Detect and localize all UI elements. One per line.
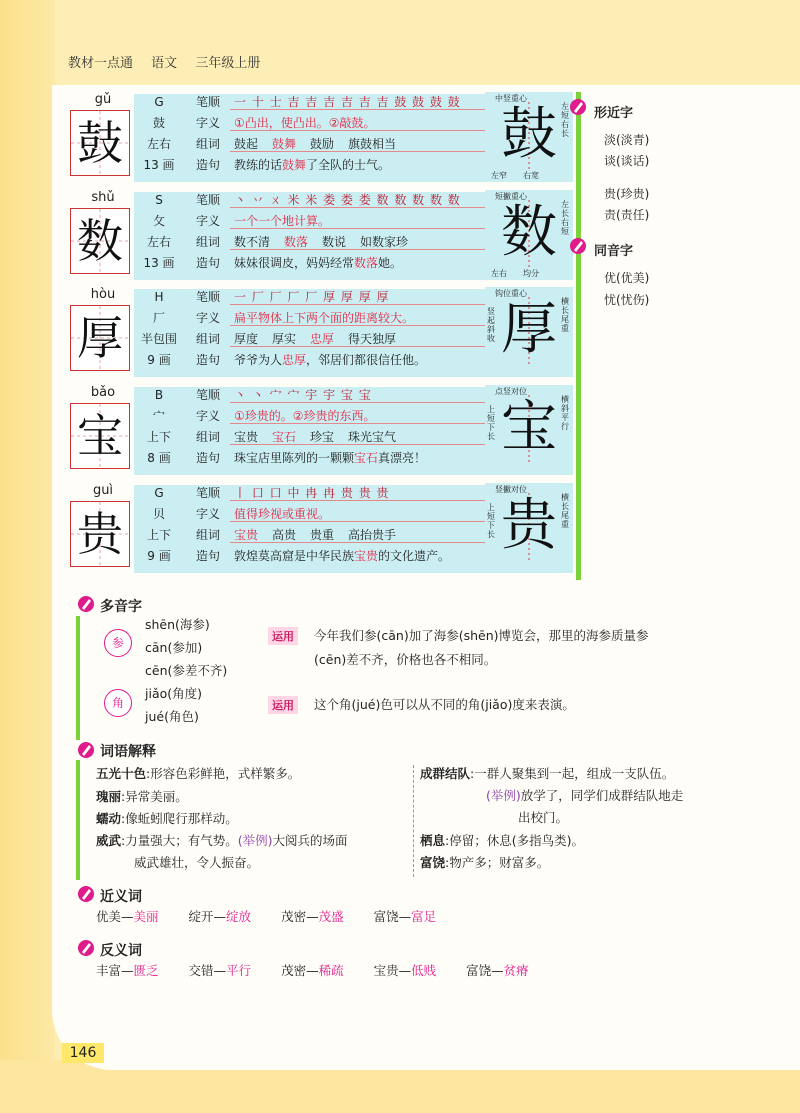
- page-margin-left: [0, 0, 55, 1113]
- model-char-panel: [485, 190, 573, 280]
- usage-text: 这个角(jué)色可以从不同的角(jiǎo)度来表演。: [314, 697, 575, 712]
- usage-text: 今年我们参(cān)加了海参(shēn)博览会，那里的海参质量参: [314, 628, 649, 643]
- row-zuci: [134, 134, 539, 154]
- reading: shēn(海参): [145, 617, 210, 632]
- section-line: [76, 760, 80, 880]
- char-box: [70, 305, 130, 371]
- word-b: 稀疏: [318, 963, 344, 978]
- label: 字义: [195, 311, 220, 325]
- tongyin-item: 优(优美): [604, 271, 650, 285]
- label: 组词: [195, 235, 220, 249]
- model-tag: 中竖重心: [495, 94, 527, 103]
- polyphone-char: 角: [104, 689, 132, 717]
- sentence-highlight: 数落: [354, 256, 379, 270]
- sentence-highlight: 鼓舞: [282, 158, 307, 172]
- ciyu-entry: 栖息:停留；休息(多指鸟类)。: [420, 833, 584, 848]
- word: 鼓励: [310, 137, 335, 151]
- model-char-panel: [485, 483, 573, 573]
- tongyin-title: 同音字: [594, 244, 634, 259]
- word: 厚实: [272, 332, 297, 346]
- sentence-text: ，邻居们都很信任他。: [306, 353, 427, 367]
- word-a: 茂密: [281, 963, 307, 978]
- big-char: 宝: [77, 409, 123, 463]
- term: 富饶: [420, 855, 446, 870]
- ciyu-entry: 蠕动:像蚯蚓爬行那样动。: [96, 811, 238, 826]
- row-ziyi: [134, 211, 539, 231]
- word-pair: 宝贵—低贱: [373, 963, 437, 978]
- term: 威武: [96, 833, 122, 848]
- word-b: 美丽: [133, 909, 159, 924]
- term: 五光十色: [96, 766, 147, 781]
- initial: H: [154, 290, 164, 304]
- model-tag: 上短下长: [487, 405, 495, 441]
- pinyin: hòu: [90, 287, 116, 302]
- pinyin: guì: [92, 483, 114, 498]
- jinyi-title: 近义词: [100, 889, 142, 905]
- header-grade: 三年级上册: [195, 56, 261, 71]
- usage-badge: 运用: [268, 696, 298, 714]
- fanyi-title: 反义词: [100, 943, 142, 959]
- model-char: 厚: [501, 297, 557, 362]
- word: 宝石: [272, 430, 297, 444]
- word-a: 丰富: [96, 963, 122, 978]
- page-header: [68, 52, 274, 71]
- header-book: 教材一点通: [68, 56, 134, 71]
- definition: 停留；休息(多指鸟类)。: [449, 833, 584, 848]
- stroke-sequence: 一 厂 厂 厂 厂 厚 厚 厚 厚: [234, 290, 390, 304]
- word-a: 宝贵: [373, 963, 399, 978]
- word-b: 绽放: [226, 909, 252, 924]
- word-pair: 茂密—茂盛: [281, 909, 344, 924]
- reading: jiǎo(角度): [145, 686, 203, 701]
- word: 贵重: [310, 528, 335, 542]
- xingjin-item: 谈(谈话): [604, 154, 650, 168]
- word: 高贵: [272, 528, 297, 542]
- example: 大阅兵的场面: [272, 833, 348, 848]
- label: 笔顺: [195, 95, 220, 109]
- model-tag: 横长尾重: [561, 297, 569, 333]
- radical: 厂: [152, 311, 165, 325]
- row-bishun: [134, 483, 539, 503]
- sentence-highlight: 宝贵: [354, 549, 379, 563]
- row-bishun: [134, 385, 539, 405]
- row-zuci: [134, 427, 539, 447]
- polyphone-char: 参: [104, 629, 132, 657]
- model-char: 宝: [501, 395, 557, 460]
- model-tag: 左长右短: [561, 200, 569, 236]
- structure: 左右: [146, 137, 171, 151]
- word-b: 匮乏: [133, 963, 159, 978]
- xingjin-item: 责(责任): [604, 208, 650, 222]
- model-tag: 上短下长: [487, 503, 495, 539]
- fanyi-row: [96, 961, 559, 979]
- char-card: [70, 92, 585, 186]
- page-number: 146: [62, 1043, 104, 1063]
- row-bishun: [134, 287, 539, 307]
- example-cont: 威武雄壮，令人振奋。: [134, 855, 260, 870]
- model-tag: 横长尾重: [561, 493, 569, 529]
- ciyu-example: [486, 786, 683, 804]
- model-tag: 竖撇对位: [495, 485, 527, 494]
- pencil-icon: [76, 740, 96, 760]
- char-card: [70, 190, 585, 284]
- model-char: 贵: [501, 493, 557, 558]
- example-label: (举例): [486, 788, 521, 803]
- ciyu-title: 词语解释: [100, 744, 156, 760]
- stroke-sequence: 一 十 士 吉 吉 吉 吉 吉 吉 鼓 鼓 鼓 鼓: [234, 95, 461, 109]
- structure: 上下: [146, 430, 171, 444]
- word-a: 交错: [188, 963, 214, 978]
- word-pair: 富饶—富足: [373, 909, 437, 924]
- row-ziyi: [134, 504, 539, 524]
- big-char: 鼓: [77, 116, 123, 170]
- label: 字义: [195, 116, 220, 130]
- pencil-icon: [76, 938, 96, 958]
- pinyin: gǔ: [94, 92, 112, 107]
- word: 厚度: [234, 332, 259, 346]
- row-zuci: [134, 232, 539, 252]
- stroke-sequence: 丨 口 口 中 冉 冉 贵 贵 贵: [234, 486, 390, 500]
- ciyu-entry: 威武:力量强大；有气势。(举例)大阅兵的场面: [96, 833, 348, 848]
- meaning: 扁平物体上下两个面的距离较大。: [234, 311, 415, 325]
- meaning: ①凸出，使凸出。②敲鼓。: [234, 116, 376, 130]
- word-a: 富饶: [466, 963, 492, 978]
- radical: 鼓: [152, 116, 165, 130]
- radical: 宀: [152, 409, 165, 423]
- row-ziyi: [134, 406, 539, 426]
- model-tag: 横斜平行: [561, 395, 569, 431]
- label: 组词: [195, 332, 220, 346]
- term: 蠕动: [96, 811, 122, 826]
- pinyin: bǎo: [90, 385, 116, 400]
- label: 笔顺: [195, 193, 220, 207]
- word: 忠厚: [310, 332, 335, 346]
- model-tag: 左窄: [491, 171, 507, 180]
- label: 字义: [195, 214, 220, 228]
- label: 造句: [195, 256, 220, 270]
- big-char: 数: [77, 214, 123, 268]
- sentence-text: 爷爷为人: [234, 353, 283, 367]
- model-tag: 点竖对位: [495, 387, 527, 396]
- row-zaoju: [134, 155, 539, 175]
- duoyin-title: 多音字: [100, 599, 142, 615]
- xingjin-item: 贵(珍贵): [604, 187, 650, 201]
- word: 鼓起: [234, 137, 259, 151]
- pencil-icon: [76, 884, 96, 904]
- stroke-count: 8 画: [147, 451, 171, 465]
- model-tag: 左右: [491, 269, 507, 278]
- label: 组词: [195, 528, 220, 542]
- word: 宝贵: [234, 528, 259, 542]
- example-label: (举例): [237, 833, 273, 848]
- sentence-text: 妹妹很调皮，妈妈经常: [234, 256, 355, 270]
- stroke-count: 9 画: [147, 549, 171, 563]
- model-tag: 钩位重心: [495, 289, 527, 298]
- word: 鼓舞: [272, 137, 297, 151]
- row-zuci: [134, 525, 539, 545]
- word: 旗鼓相当: [348, 137, 397, 151]
- definition: 一群人聚集到一起，组成一支队伍。: [474, 766, 675, 781]
- pencil-icon: [568, 236, 588, 256]
- model-tag: 短撇重心: [495, 192, 527, 201]
- usage-badge: 运用: [268, 627, 298, 645]
- label: 造句: [195, 451, 220, 465]
- ciyu-entry: 瑰丽:异常美丽。: [96, 789, 188, 804]
- radical: 攵: [152, 214, 165, 228]
- pinyin: shǔ: [91, 190, 115, 205]
- row-ziyi: [134, 308, 539, 328]
- stroke-sequence: 丶 丷 ㄨ 米 米 娄 娄 娄 数 数 数 数 数: [234, 193, 461, 207]
- sentence-text: 教练的话: [234, 158, 283, 172]
- model-tag: 右宽: [523, 171, 539, 180]
- xingjin-item: 淡(淡青): [604, 133, 650, 147]
- initial: G: [154, 486, 164, 500]
- word-pair: 交错—平行: [188, 963, 252, 978]
- sentence-highlight: 宝石: [354, 451, 379, 465]
- word-a: 富饶: [373, 909, 399, 924]
- label: 组词: [195, 137, 220, 151]
- radical: 贝: [152, 507, 165, 521]
- char-box: [70, 208, 130, 274]
- row-zaoju: [134, 350, 539, 370]
- label: 笔顺: [195, 486, 220, 500]
- word-b: 平行: [226, 963, 252, 978]
- row-ziyi: [134, 113, 539, 133]
- reading: jué(角色): [145, 709, 199, 724]
- sentence-text: 的文化遗产。: [378, 549, 451, 563]
- model-tag: 竖起斜收: [487, 307, 495, 343]
- divider-green: [576, 92, 581, 580]
- sentence-text: 了全队的士气。: [306, 158, 391, 172]
- term: 成群结队: [420, 766, 471, 781]
- example: 放学了，同学们成群结队地走: [520, 788, 684, 803]
- row-bishun: [134, 190, 539, 210]
- tongyin-item: 忧(忧伤): [604, 293, 650, 307]
- word: 珠光宝气: [348, 430, 397, 444]
- stroke-count: 9 画: [147, 353, 171, 367]
- word: 数落: [284, 235, 309, 249]
- word-pair: 富饶—贫瘠: [466, 963, 529, 978]
- stroke-sequence: 丶 丶 宀 宀 宇 宇 宝 宝: [234, 388, 372, 402]
- definition: 形容色彩鲜艳，式样繁多。: [150, 766, 301, 781]
- word: 高抬贵手: [348, 528, 397, 542]
- structure: 左右: [146, 235, 171, 249]
- char-card: [70, 483, 585, 577]
- word-b: 贫瘠: [503, 963, 529, 978]
- row-zaoju: [134, 448, 539, 468]
- row-zaoju: [134, 546, 539, 566]
- initial: G: [154, 95, 164, 109]
- initial: B: [154, 388, 164, 402]
- model-tag: 左短右长: [561, 102, 569, 138]
- model-char: 数: [501, 200, 557, 265]
- sentence-text: 她。: [378, 256, 403, 270]
- section-line: [76, 616, 80, 740]
- reading: cān(参加): [145, 640, 203, 655]
- char-box: [70, 403, 130, 469]
- label: 笔顺: [195, 388, 220, 402]
- meaning: 值得珍视或重视。: [234, 507, 331, 521]
- label: 造句: [195, 353, 220, 367]
- xingjin-title: 形近字: [594, 106, 634, 121]
- sentence-text: 敦煌莫高窟是中华民族: [234, 549, 355, 563]
- model-char-panel: [485, 287, 573, 377]
- column-divider: [413, 765, 414, 877]
- word-pair: 绽开—绽放: [188, 909, 252, 924]
- reading: cēn(参差不齐): [145, 663, 228, 678]
- char-box: [70, 501, 130, 567]
- label: 笔顺: [195, 290, 220, 304]
- definition: 力量强大；有气势。: [125, 833, 238, 848]
- pencil-icon: [76, 594, 96, 614]
- ciyu-entry: 富饶:物产多；财富多。: [420, 855, 550, 870]
- term: 瑰丽: [96, 789, 122, 804]
- word-pair: 优美—美丽: [96, 909, 159, 924]
- model-char-panel: [485, 92, 573, 182]
- label: 造句: [195, 549, 220, 563]
- ciyu-entry: 成群结队:一群人聚集到一起，组成一支队伍。: [420, 766, 675, 781]
- char-box: [70, 110, 130, 176]
- sentence-text: 真漂亮！: [378, 451, 427, 465]
- word-a: 绽开: [188, 909, 214, 924]
- row-zuci: [134, 329, 539, 349]
- label: 字义: [195, 409, 220, 423]
- stroke-count: 13 画: [143, 256, 175, 270]
- word: 珍宝: [310, 430, 335, 444]
- example-cont: 出校门。: [518, 810, 569, 825]
- word-pair: 茂密—稀疏: [281, 963, 344, 978]
- jinyi-row: [96, 907, 466, 925]
- word-a: 优美: [96, 909, 122, 924]
- word: 数不清: [234, 235, 271, 249]
- usage-text: (cēn)差不齐，价格也各不相同。: [314, 652, 497, 667]
- row-bishun: [134, 92, 539, 112]
- structure: 上下: [146, 528, 171, 542]
- definition: 物产多；财富多。: [449, 855, 550, 870]
- meaning: ①珍贵的。②珍贵的东西。: [234, 409, 376, 423]
- big-char: 贵: [77, 507, 123, 561]
- sentence-text: 珠宝店里陈列的一颗颗: [234, 451, 355, 465]
- header-subject: 语文: [151, 56, 178, 71]
- word-b: 茂盛: [318, 909, 344, 924]
- word: 如数家珍: [360, 235, 409, 249]
- structure: 半包围: [140, 332, 177, 346]
- char-card: [70, 385, 585, 479]
- definition: 像蚯蚓爬行那样动。: [125, 811, 238, 826]
- word: 宝贵: [234, 430, 259, 444]
- word-a: 茂密: [281, 909, 307, 924]
- stroke-count: 13 画: [143, 158, 175, 172]
- word-pair: 丰富—匮乏: [96, 963, 159, 978]
- label: 组词: [195, 430, 220, 444]
- term: 栖息: [420, 833, 446, 848]
- char-card: [70, 287, 585, 381]
- row-zaoju: [134, 253, 539, 273]
- label: 造句: [195, 158, 220, 172]
- pencil-icon: [568, 97, 588, 117]
- label: 字义: [195, 507, 220, 521]
- model-char-panel: [485, 385, 573, 475]
- big-char: 厚: [77, 311, 123, 365]
- word-b: 富足: [411, 909, 437, 924]
- initial: S: [155, 193, 163, 207]
- word-b: 低贱: [411, 963, 437, 978]
- ciyu-entry: 五光十色:形容色彩鲜艳，式样繁多。: [96, 766, 301, 781]
- meaning: 一个一个地计算。: [234, 214, 331, 228]
- sentence-highlight: 忠厚: [282, 353, 307, 367]
- word: 数说: [322, 235, 347, 249]
- model-char: 鼓: [501, 102, 557, 167]
- model-tag: 均分: [523, 269, 539, 278]
- word: 得天独厚: [348, 332, 397, 346]
- definition: 异常美丽。: [125, 789, 188, 804]
